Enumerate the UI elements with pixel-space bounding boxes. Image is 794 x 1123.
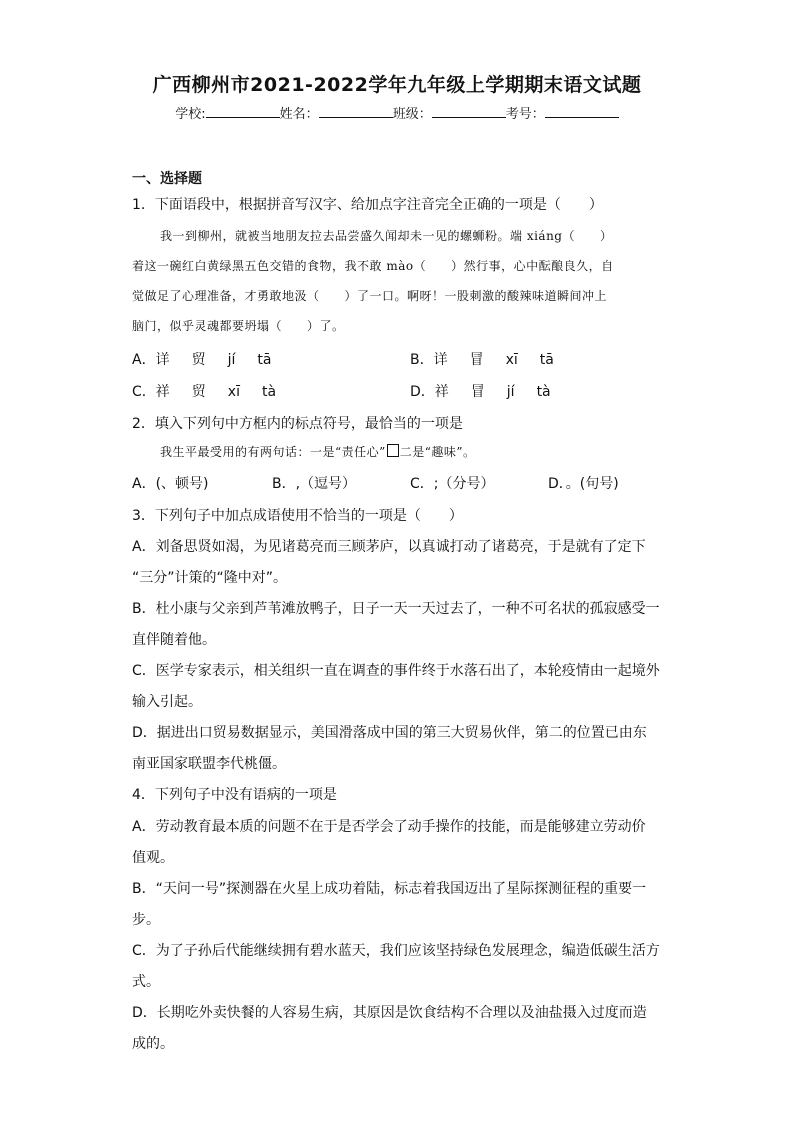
name-blank[interactable]	[319, 105, 393, 118]
q2-option-d[interactable]: D．。(句号)	[548, 476, 619, 492]
q1-passage-line: 我一到柳州，就被当地朋友拉去品尝盛久闻却未一见的螺蛳粉。端 xiáng（ ）	[160, 229, 613, 243]
q4-option-c-cont: 式。	[132, 974, 160, 990]
q2-stem: 2．填入下列句中方框内的标点符号，最恰当的一项是	[132, 416, 463, 432]
exam-title: 广西柳州市2021-2022学年九年级上学期期末语文试题	[152, 74, 642, 96]
name-label: 姓名：	[279, 107, 319, 122]
q4-option-a-cont: 值观。	[132, 850, 174, 866]
student-info-row	[0, 103, 794, 122]
section-heading: 一、选择题	[132, 171, 202, 187]
q1-option-a[interactable]: A．详 贸 jí tā	[132, 352, 272, 368]
q3-stem: 3．下列句子中加点成语使用不恰当的一项是（ ）	[132, 508, 463, 524]
class-label: 班级：	[392, 107, 432, 122]
q1-passage-line: 脑门，似乎灵魂都要坍塌（ ）了。	[132, 319, 345, 333]
q4-option-a[interactable]: A．劳动教育最本质的问题不在于是否学会了动手操作的技能，而是能够建立劳动价	[132, 819, 646, 835]
q4-option-d-cont: 成的。	[132, 1036, 174, 1052]
q3-option-d[interactable]: D．据进出口贸易数据显示，美国滑落成中国的第三大贸易伙伴，第二的位置已由东	[132, 725, 647, 741]
q1-option-b[interactable]: B．详 冒 xī tā	[410, 352, 554, 368]
q3-option-a-cont: “三分”计策的“隆中对”。	[132, 570, 288, 586]
q3-option-c[interactable]: C．医学专家表示，相关组织一直在调查的事件终于水落石出了，本轮疫情由一起境外	[132, 663, 660, 679]
q3-option-d-cont: 南亚国家联盟李代桃僵。	[132, 756, 286, 772]
q2-option-c[interactable]: C．;（分号）	[410, 476, 495, 492]
q1-option-d[interactable]: D．祥 冒 jí tà	[410, 384, 551, 400]
q3-option-c-cont: 输入引起。	[132, 694, 202, 710]
q3-option-a[interactable]: A．刘备思贤如渴，为见诸葛亮而三顾茅庐，以真诚打动了诸葛亮，于是就有了定下	[132, 539, 646, 555]
q3-option-b[interactable]: B．杜小康与父亲到芦苇滩放鸭子，日子一天一天过去了，一种不可名状的孤寂感受一	[132, 601, 660, 617]
q4-option-d[interactable]: D．长期吃外卖快餐的人容易生病，其原因是饮食结构不合理以及油盐摄入过度而造	[132, 1005, 647, 1021]
q3-option-b-cont: 直伴随着他。	[132, 632, 216, 648]
q4-option-b[interactable]: B．“天问一号”探测器在火星上成功着陆，标志着我国迈出了星际探测征程的重要一	[132, 881, 647, 897]
q1-option-c[interactable]: C．祥 贸 xī tà	[132, 384, 277, 400]
class-blank[interactable]	[432, 105, 506, 118]
q2-sentence: 我生平最受用的有两句话：一是“责任心” 二是“趣味”。	[160, 445, 476, 459]
q4-stem: 4．下列句子中没有语病的一项是	[132, 787, 337, 803]
q1-passage-line: 着这一碗红白黄绿黑五色交错的食物，我不敢 mào（ ）然行事，心中酝酿良久，自	[132, 259, 614, 273]
q2-option-a[interactable]: A．(、顿号)	[132, 476, 209, 492]
exam-no-blank[interactable]	[545, 105, 619, 118]
q1-stem: 1．下面语段中，根据拼音写汉字、给加点字注音完全正确的一项是（ ）	[132, 197, 603, 213]
answer-box	[387, 444, 399, 457]
q2-option-b[interactable]: B．,（逗号）	[272, 476, 357, 492]
school-label: 学校:	[175, 107, 206, 122]
exam-no-label: 考号：	[505, 107, 545, 122]
q1-passage-line: 觉做足了心理准备，才勇敢地汲（ ）了一口。啊呀！一股刺激的酸辣味道瞬间冲上	[132, 289, 608, 303]
q4-option-b-cont: 步。	[132, 912, 160, 928]
q4-option-c[interactable]: C．为了子孙后代能继续拥有碧水蓝天，我们应该坚持绿色发展理念，编造低碳生活方	[132, 943, 660, 959]
school-blank[interactable]	[206, 105, 280, 118]
